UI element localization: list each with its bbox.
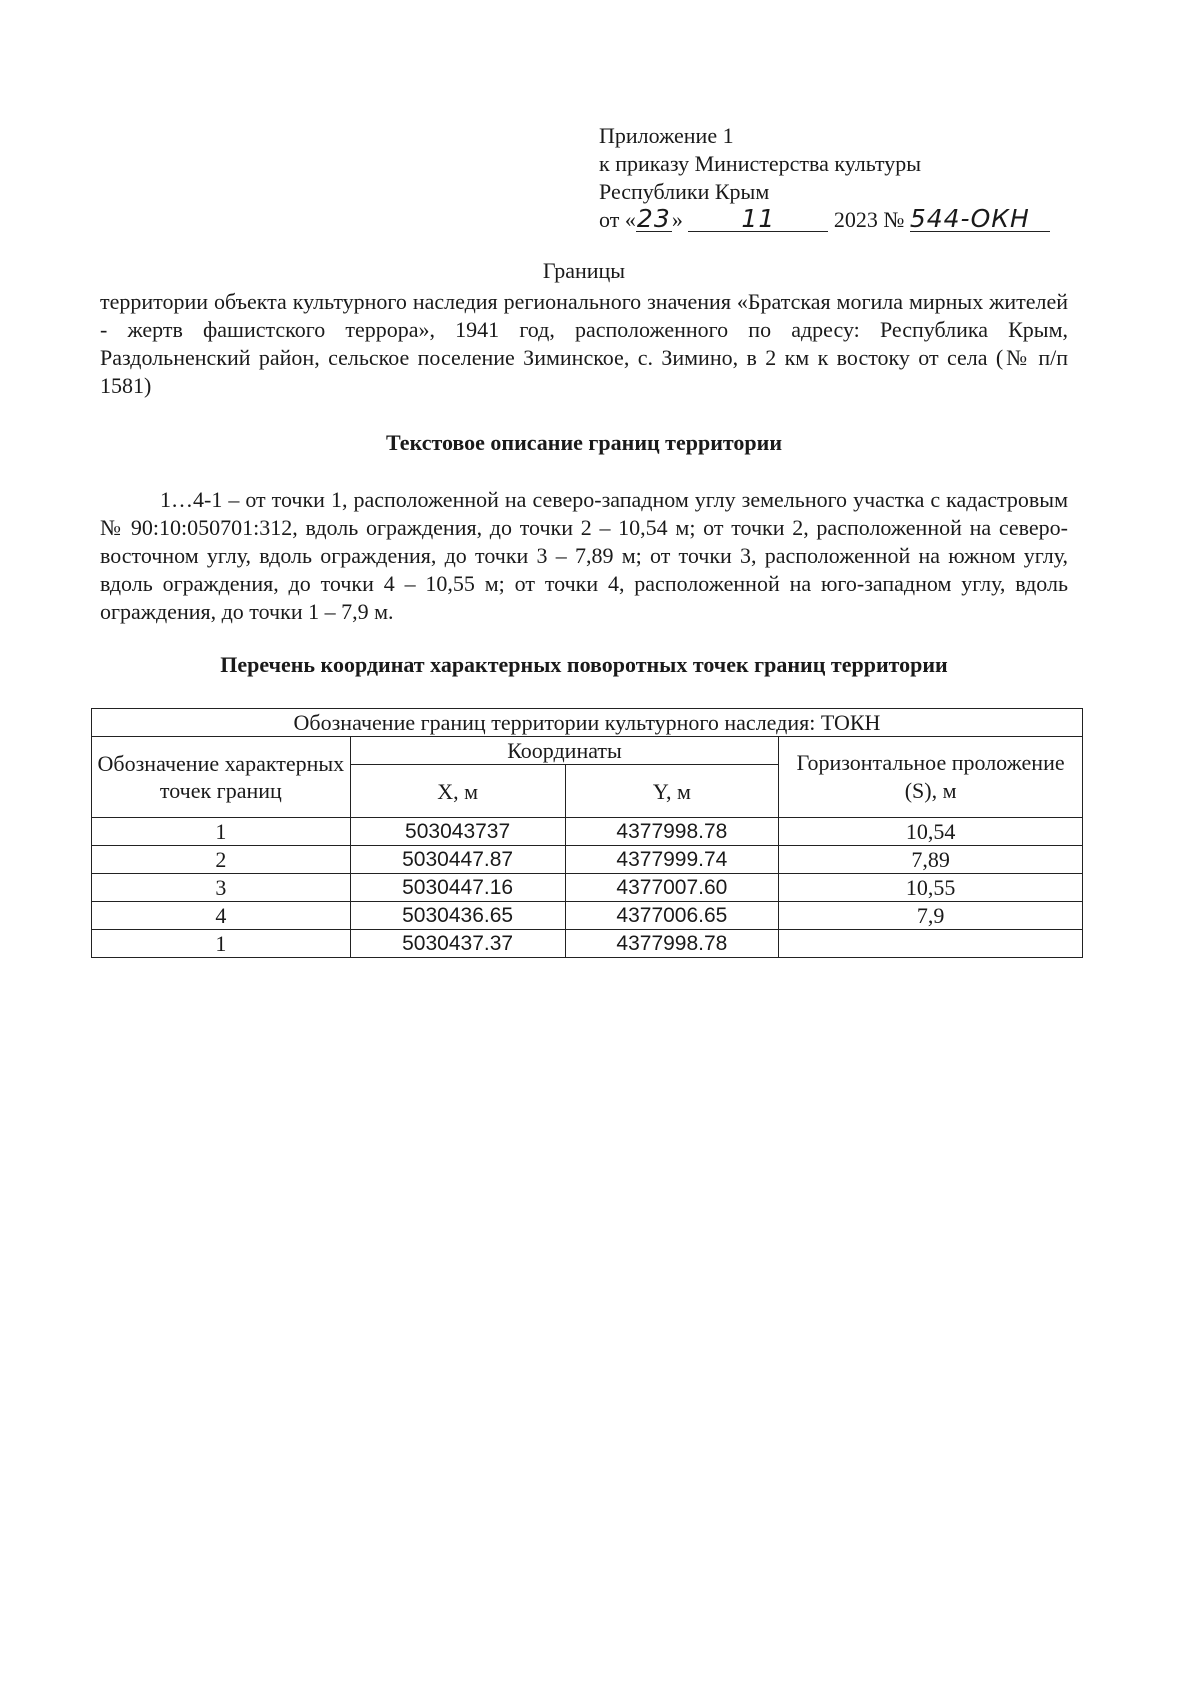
date-prefix: от « (599, 207, 636, 232)
order-year: 2023 № (833, 207, 905, 232)
cell-s: 7,9 (779, 902, 1083, 930)
order-date-line (599, 206, 1050, 234)
table-caption: Обозначение границ территории культурного наследия: ТОКН (92, 709, 1083, 737)
cell-s: 10,55 (779, 874, 1083, 902)
table-row (92, 902, 1083, 930)
cell-x: 5030437.37 (350, 930, 565, 958)
table-row (92, 846, 1083, 874)
cell-y: 4377998.78 (565, 930, 779, 958)
cell-y: 4377007.60 (565, 874, 779, 902)
cell-point: 1 (92, 930, 351, 958)
cell-s (779, 930, 1083, 958)
cell-y: 4377999.74 (565, 846, 779, 874)
header-y: Y, м (565, 765, 779, 818)
appendix-header (599, 122, 1050, 234)
cell-x: 5030447.87 (350, 846, 565, 874)
header-coordinates: Координаты (350, 737, 779, 765)
cell-x: 5030447.16 (350, 874, 565, 902)
object-title: территории объекта культурного наследия регионального значения «Братская могила мирных жителей - жертв фашистского террора», 1941 год, расположенного по адресу: Республика Крым, Раздольненский район, сельское поселение Зиминское, с. Зимино, в 2 км к востоку от села (№ п/п 1581) (100, 289, 1068, 398)
order-month: 11 (688, 207, 828, 232)
table-row (92, 930, 1083, 958)
order-day: 23 (636, 204, 671, 233)
table-row (92, 874, 1083, 902)
order-number: 544-ОКН (910, 207, 1050, 232)
cell-x: 5030436.65 (350, 902, 565, 930)
section-title-coordinates: Перечень координат характерных поворотных точек границ территории (220, 652, 948, 677)
header-x: X, м (350, 765, 565, 818)
cell-point: 1 (92, 818, 351, 846)
table-row (92, 818, 1083, 846)
date-mid: » (671, 207, 683, 232)
cell-point: 2 (92, 846, 351, 874)
boundary-description: 1…4-1 – от точки 1, расположенной на северо-западном углу земельного участка с кадастровым № 90:10:050701:312, вдоль ограждения, до точки 2 – 10,54 м; от точки 2, расположенной на северо-восточном углу, вдоль ограждения, до точки 3 – 7,89 м; от точки 3, расположенной на южном углу, вдоль ограждения, до точки 4 – 10,55 м; от точки 4, расположенной на юго-западном углу, вдоль ограждения, до точки 1 – 7,9 м. (100, 487, 1068, 624)
cell-point: 3 (92, 874, 351, 902)
appendix-number: Приложение 1 (599, 123, 734, 148)
cell-s: 10,54 (779, 818, 1083, 846)
cell-y: 4377998.78 (565, 818, 779, 846)
cell-s: 7,89 (779, 846, 1083, 874)
cell-x: 503043737 (350, 818, 565, 846)
coordinates-table (91, 708, 1083, 958)
section-title-description: Текстовое описание границ территории (385, 430, 783, 455)
appendix-republic: Республики Крым (599, 179, 770, 204)
cell-point: 4 (92, 902, 351, 930)
header-point: Обозначение характерных точек границ (92, 737, 351, 818)
document-heading: Границы (542, 258, 626, 283)
appendix-order-ref: к приказу Министерства культуры (599, 151, 922, 176)
table-header-row (92, 737, 1083, 765)
header-horizontal-distance: Горизонтальное проложение (S), м (779, 737, 1083, 818)
cell-y: 4377006.65 (565, 902, 779, 930)
table-caption-row (92, 709, 1083, 737)
